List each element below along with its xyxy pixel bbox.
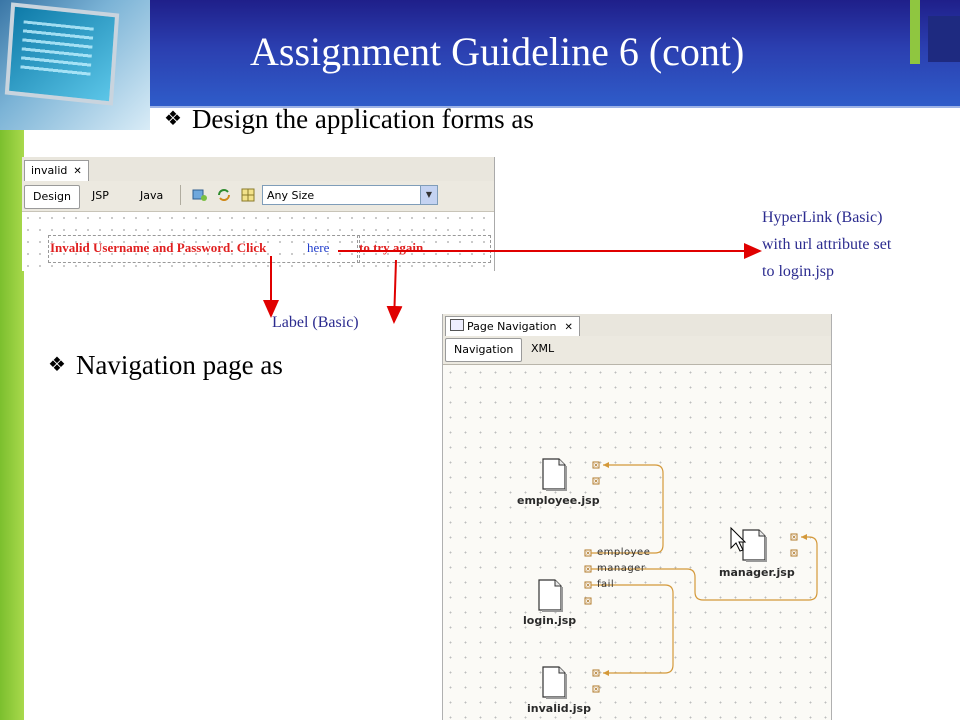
case-employee[interactable]: employee (597, 547, 651, 558)
file-tab-page-navigation[interactable]: Page Navigation ✕ (445, 316, 580, 337)
navigation-screenshot (442, 314, 832, 720)
tab-xml[interactable]: XML (531, 342, 555, 355)
page-login[interactable]: login.jsp (523, 614, 577, 627)
label-callout: Label (Basic) (272, 314, 359, 331)
tab-navigation[interactable]: Navigation (445, 338, 522, 362)
diamond-bullet-icon: ❖ (48, 354, 66, 376)
case-manager[interactable]: manager (597, 563, 646, 574)
tab-java[interactable]: Java (140, 189, 164, 202)
tab-design[interactable]: Design (24, 185, 80, 209)
label-component-trailing: to try again (359, 240, 424, 255)
tab-jsp[interactable]: JSP (92, 189, 109, 202)
page-icon-employee (543, 459, 566, 490)
page-employee[interactable]: employee.jsp (517, 494, 600, 507)
page-icon-invalid (543, 667, 566, 698)
arrow-to-label-callout-2 (394, 260, 396, 322)
navigation-diagram (443, 314, 831, 720)
dropdown-arrow-icon[interactable]: ▼ (420, 186, 437, 204)
close-icon[interactable]: ✕ (73, 166, 82, 177)
close-icon[interactable]: ✕ (564, 322, 573, 333)
bullet-design: ❖ Design the application forms as (164, 104, 534, 134)
label-component: Invalid Username and Password. Click (50, 240, 267, 255)
hyperlink-component[interactable]: here (307, 240, 330, 255)
page-icon-manager (743, 530, 766, 561)
page-icon-login (539, 580, 562, 611)
hyperlink-callout: HyperLink (Basic) with url attribute set to login.jsp (762, 209, 892, 280)
file-tab-invalid[interactable]: invalid ✕ (24, 160, 89, 181)
employee-link (591, 465, 663, 553)
diamond-bullet-icon: ❖ (164, 108, 182, 130)
slide-title: Assignment Guideline 6 (cont) (250, 29, 745, 74)
fail-link (591, 585, 673, 673)
page-invalid[interactable]: invalid.jsp (527, 702, 591, 715)
size-select[interactable]: Any Size ▼ (262, 185, 438, 205)
case-fail[interactable]: fail (597, 579, 615, 590)
page-manager[interactable]: manager.jsp (719, 566, 795, 579)
bullet-navigation: ❖ Navigation page as (48, 350, 283, 380)
